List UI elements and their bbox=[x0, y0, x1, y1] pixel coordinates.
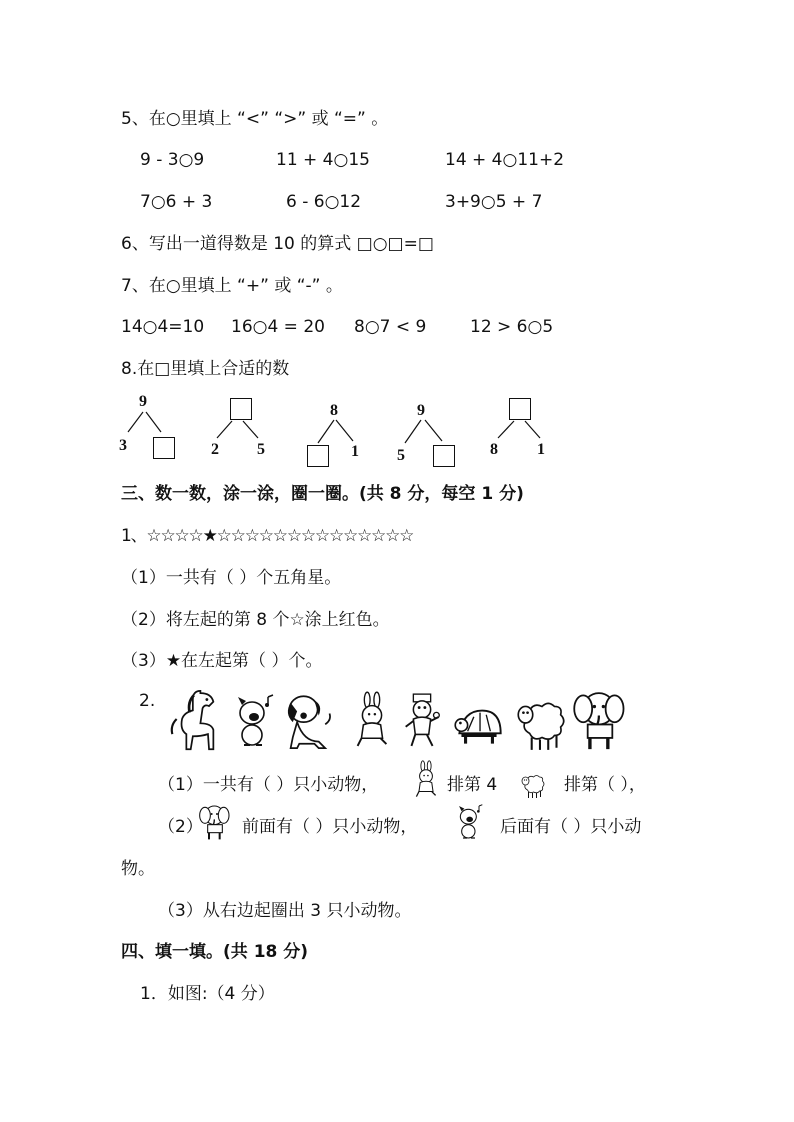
q5-expr-2: 11 + 4○15 bbox=[276, 150, 370, 170]
q5-expr-6: 3+9○5 + 7 bbox=[445, 192, 543, 212]
q5-expr-3: 14 + 4○11+2 bbox=[445, 150, 565, 170]
s3-q2-sub2-d: 物。 bbox=[121, 859, 155, 879]
sheep-icon-inline bbox=[513, 770, 553, 800]
bond-3-right: 1 bbox=[351, 443, 359, 460]
s4-q1: 1．如图:（4 分） bbox=[140, 984, 275, 1004]
s3-q2-sub1-c: 排第（ ）， bbox=[564, 775, 646, 795]
elephant-icon-inline bbox=[196, 802, 234, 842]
s3-q1-stars: 1、☆☆☆☆★☆☆☆☆☆☆☆☆☆☆☆☆☆☆ bbox=[121, 526, 414, 546]
q6-title: 6、写出一道得数是 10 的算式 □○□=□ bbox=[121, 234, 434, 254]
bond-4-right-box[interactable] bbox=[433, 445, 455, 467]
s3-q2-sub1-a: （1）一共有（ ）只小动物， bbox=[158, 775, 379, 795]
q7-expr-3: 8○7 < 9 bbox=[354, 317, 427, 337]
q7-title: 7、在○里填上 “+” 或 “-” 。 bbox=[121, 276, 343, 296]
s3-q2-sub2-a: （2） bbox=[158, 817, 203, 837]
q5-expr-1: 9 - 3○9 bbox=[140, 150, 205, 170]
s3-q1-sub3: （3）★在左起第（ ）个。 bbox=[121, 651, 323, 671]
q7-expr-1: 14○4=10 bbox=[121, 317, 205, 337]
s3-q2-label: 2. bbox=[139, 691, 156, 711]
dog-singing-icon bbox=[228, 688, 278, 754]
q5-expr-4: 7○6 + 3 bbox=[140, 192, 213, 212]
horse-icon bbox=[168, 684, 222, 754]
animal-row bbox=[168, 684, 628, 756]
q5-expr-5: 6 - 6○12 bbox=[286, 192, 362, 212]
s3-q1-sub2: （2）将左起的第 8 个☆涂上红色。 bbox=[121, 610, 390, 630]
bond-5-top-box[interactable] bbox=[509, 398, 531, 420]
section-3-heading: 三、数一数，涂一涂，圈一圈。(共 8 分，每空 1 分) bbox=[121, 484, 524, 504]
bond-3-top: 8 bbox=[330, 402, 338, 419]
bond-3-left-box[interactable] bbox=[307, 445, 329, 467]
bond-5-left: 8 bbox=[490, 441, 498, 458]
s3-q1-sub1: （1）一共有（ ）个五角星。 bbox=[121, 568, 342, 588]
bond-4-top: 9 bbox=[417, 402, 425, 419]
turtle-icon bbox=[450, 692, 508, 754]
q5-title: 5、在○里填上 “<” “>” 或 “=” 。 bbox=[121, 109, 389, 129]
bond-2-top-box[interactable] bbox=[230, 398, 252, 420]
s3-q2-sub2-c: 后面有（ ）只小动 bbox=[500, 817, 642, 837]
section-4-heading: 四、填一填。(共 18 分) bbox=[121, 942, 309, 962]
bond-5-right: 1 bbox=[537, 441, 545, 458]
bond-1-right-box[interactable] bbox=[153, 437, 175, 459]
s3-q2-sub1-b: 排第 4 bbox=[447, 775, 498, 795]
rabbit-icon bbox=[348, 688, 396, 754]
sheep-icon bbox=[510, 692, 572, 754]
bond-2-left: 2 bbox=[211, 441, 219, 458]
s3-q2-sub3: （3）从右边起圈出 3 只小动物。 bbox=[158, 901, 412, 921]
elephant-icon bbox=[572, 686, 628, 754]
rabbit-icon-inline bbox=[410, 760, 442, 800]
dog-singing-icon-inline bbox=[452, 802, 486, 842]
bond-2-right: 5 bbox=[257, 441, 265, 458]
monkey-icon bbox=[398, 688, 446, 754]
bond-1-left: 3 bbox=[119, 437, 127, 454]
q8-title: 8.在□里填上合适的数 bbox=[121, 359, 290, 379]
s3-q2-sub2-b: 前面有（ ）只小动物， bbox=[242, 817, 418, 837]
q7-expr-2: 16○4 = 20 bbox=[231, 317, 325, 337]
puppy-icon bbox=[282, 686, 336, 754]
bond-4-left: 5 bbox=[397, 447, 405, 464]
bond-1-top: 9 bbox=[139, 393, 147, 410]
q7-expr-4: 12 > 6○5 bbox=[470, 317, 554, 337]
